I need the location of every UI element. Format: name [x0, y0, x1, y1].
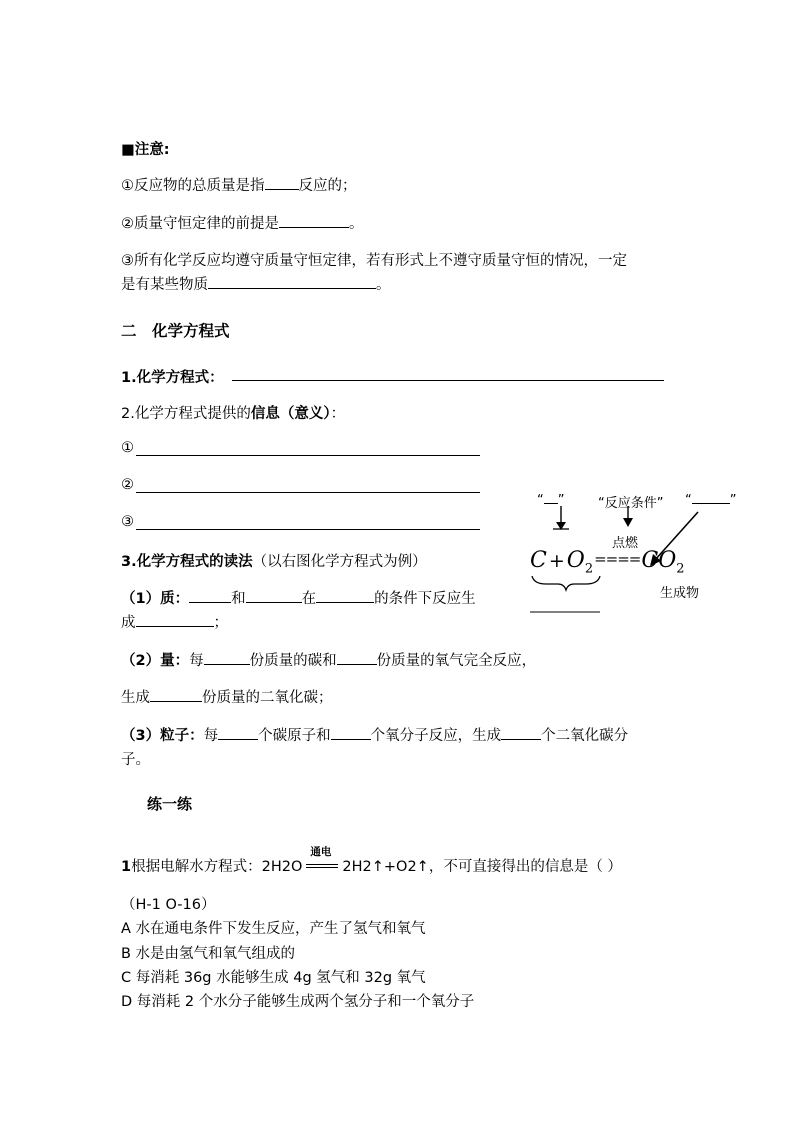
mass-label: （1）质： — [121, 591, 190, 607]
atomic-mass-note: （H-1 O-16） — [121, 897, 216, 913]
mass-line — [121, 587, 476, 608]
option-c[interactable]: C 每消耗 36g 水能够生成 4g 氢气和 32g 氧气 — [121, 970, 426, 986]
option-b[interactable]: B 水是由氢气和氧气组成的 — [121, 946, 296, 962]
q1-answer-line[interactable] — [232, 380, 664, 381]
quantity-line-2 — [121, 686, 333, 707]
particle-label: （3）粒子： — [121, 728, 204, 744]
note-item-1-text-end: 反应的； — [298, 178, 357, 194]
quantity-co2: 份质量的二氧化碳； — [202, 690, 333, 706]
product-label: 生成物 — [660, 586, 700, 601]
note-item-2 — [121, 212, 364, 233]
condition-text: 点燃 — [612, 536, 639, 551]
eq-condition-sign — [306, 846, 338, 871]
blank[interactable] — [204, 650, 250, 665]
blank[interactable] — [208, 274, 376, 289]
blank[interactable] — [265, 175, 299, 190]
diagram-label-condition: “反应条件” — [598, 496, 664, 511]
question-number: 1 — [121, 859, 132, 875]
eq-bar-bottom — [306, 867, 338, 868]
eq-subscript: 2 — [676, 561, 685, 577]
quantity-oxygen: 份质量的氧气完全反应， — [376, 653, 537, 669]
q3-label — [121, 550, 427, 571]
particle-co2: 个二氧化碳分 — [541, 728, 629, 744]
practice-question-1 — [121, 846, 622, 876]
chemical-equation — [530, 548, 685, 576]
blank[interactable] — [246, 588, 302, 603]
note-item-2-text: ②质量守恒定律的前提是 — [121, 216, 279, 232]
quantity-carbon: 份质量的碳和 — [249, 653, 337, 669]
eq-reactant: 2H2O — [261, 859, 303, 875]
q1-label: 1.化学方程式： — [121, 370, 224, 386]
note-item-3-text: 是有某些物质 — [121, 277, 208, 293]
reactant-brace — [532, 576, 600, 590]
eq-equals: ==== — [594, 550, 641, 568]
practice-title: 练一练 — [147, 795, 193, 813]
quote-close: ” — [557, 493, 565, 508]
quantity-line — [121, 649, 536, 670]
answer-line-3[interactable] — [136, 529, 480, 530]
option-a[interactable]: A 水在通电条件下发生反应，产生了氢气和氧气 — [121, 921, 426, 937]
answer-line-1[interactable] — [136, 455, 480, 456]
arrow-mid-head — [623, 518, 633, 527]
q2-label — [121, 402, 345, 423]
blank[interactable] — [218, 725, 258, 740]
note-heading: ■注意: — [121, 142, 170, 158]
section-title: 二 化学方程式 — [121, 322, 230, 340]
circle-3: ③ — [121, 514, 134, 530]
quote-open: “ — [685, 493, 692, 508]
q2-emphasis: 信息（意义） — [250, 406, 331, 422]
q2-text: 2.化学方程式提供的 — [121, 406, 251, 422]
answer-line-2[interactable] — [136, 492, 480, 493]
blank[interactable] — [136, 612, 214, 627]
blank[interactable] — [189, 588, 231, 603]
quantity-gen: 生成 — [121, 690, 150, 706]
blank[interactable] — [150, 687, 202, 702]
note-item-1 — [121, 174, 357, 195]
circle-1: ① — [121, 440, 134, 456]
note-item-1-text: ①反应物的总质量是指 — [121, 178, 265, 194]
quantity-label: （2）量： — [121, 653, 190, 669]
mass-cond: 的条件下反应生 — [374, 591, 476, 607]
mass-and: 和 — [231, 591, 246, 607]
eq-condition: 通电 — [310, 846, 332, 858]
blank[interactable] — [316, 588, 374, 603]
q3-hint: （以右图化学方程式为例） — [252, 554, 427, 570]
question-tail: ，不可直接得出的信息是（ ） — [428, 859, 622, 875]
particle-carbon: 个碳原子和 — [258, 728, 331, 744]
option-d[interactable]: D 每消耗 2 个水分子能够生成两个氢分子和一个氧分子 — [121, 994, 475, 1010]
eq-oxygen: O — [566, 548, 585, 573]
mass-cheng: 成 — [121, 615, 136, 631]
mass-line-2 — [121, 611, 228, 632]
circle-2: ② — [121, 477, 134, 493]
blank[interactable] — [337, 650, 377, 665]
blank[interactable] — [331, 725, 371, 740]
eq-plus: + — [548, 550, 565, 572]
note-item-3-end: 。 — [376, 277, 391, 293]
q3-title: 3.化学方程式的读法 — [121, 554, 253, 570]
quote-open: “ — [537, 493, 544, 508]
particle-line — [121, 724, 628, 745]
particle-each: 每 — [203, 728, 219, 744]
note-item-2-end: 。 — [349, 216, 364, 232]
quantity-each: 每 — [189, 653, 204, 669]
blank[interactable] — [501, 725, 541, 740]
question-text: 根据电解水方程式： — [131, 859, 262, 875]
blank[interactable] — [279, 213, 349, 228]
note-item-3-line1: ③所有化学反应均遵守质量守恒定律，若有形式上不遵守质量守恒的情况，一定 — [121, 253, 627, 269]
eq-subscript: 2 — [584, 561, 594, 577]
mass-end: ； — [213, 615, 228, 631]
quote-close: ” — [729, 493, 737, 508]
eq-co: CO — [641, 548, 677, 573]
note-item-3-line2 — [121, 273, 391, 294]
particle-oxygen: 个氧分子反应，生成 — [370, 728, 502, 744]
particle-line-2: 子。 — [121, 752, 150, 768]
eq-carbon: C — [530, 548, 547, 573]
q2-colon: ： — [330, 406, 346, 422]
eq-bar-top — [306, 864, 338, 865]
eq-product: 2H2↑+O2↑ — [342, 859, 429, 875]
mass-at: 在 — [301, 591, 317, 607]
